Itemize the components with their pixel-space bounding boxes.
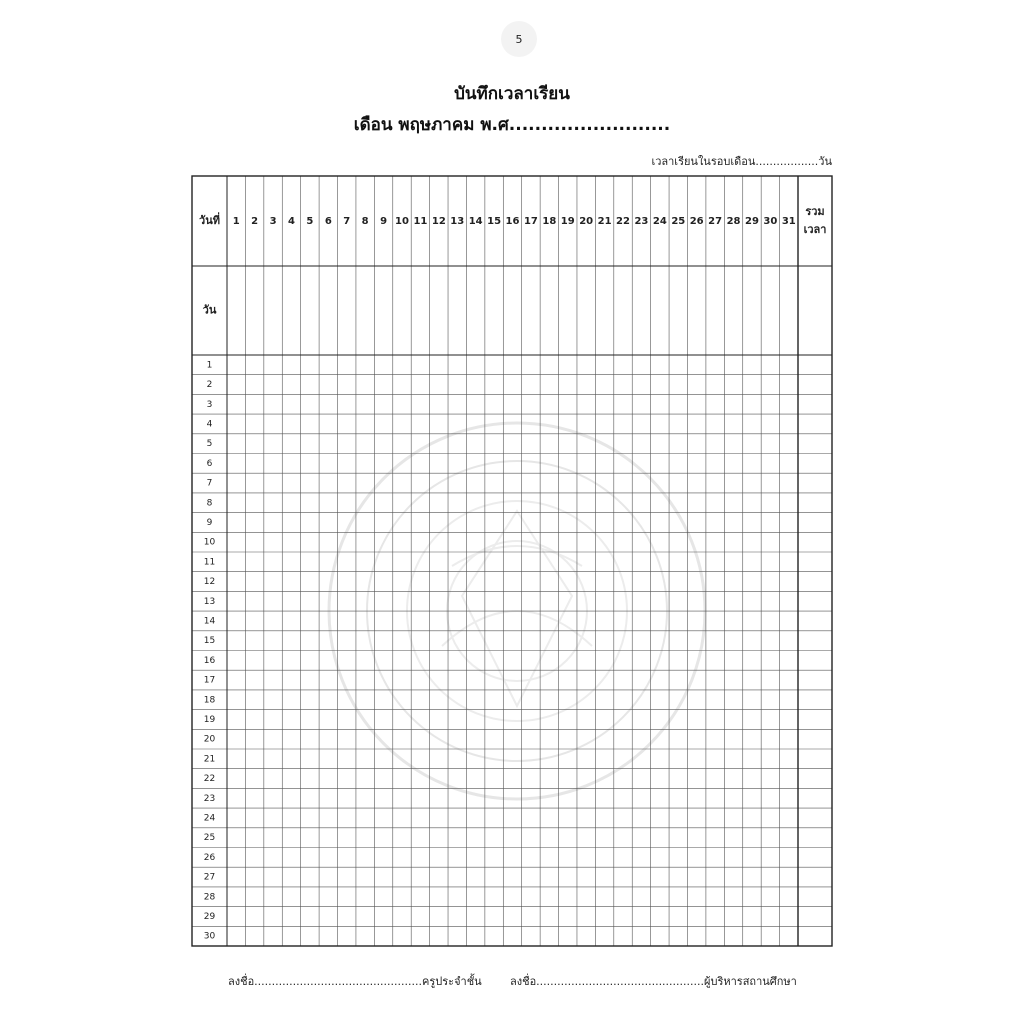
teacher-signature-line: ลงชื่อ................................................ครูประจำชั้น (228, 975, 482, 988)
row-number: 14 (203, 616, 216, 627)
row-number: 12 (203, 577, 216, 588)
corner-header: วันที่ (199, 214, 220, 227)
day-column-header: 22 (616, 216, 630, 227)
row-number: 9 (206, 517, 213, 528)
row-number: 15 (203, 636, 216, 647)
row-number: 8 (206, 498, 213, 509)
row-number: 4 (206, 419, 213, 430)
page-title: บันทึกเวลาเรียน (454, 84, 570, 104)
day-column-header: 23 (634, 216, 649, 227)
day-column-header: 25 (671, 216, 686, 227)
name-row-label: วัน (202, 303, 217, 317)
row-number: 20 (203, 734, 216, 745)
total-header-line2: เวลา (803, 223, 827, 236)
row-number: 1 (206, 360, 213, 371)
day-column-header: 4 (287, 216, 295, 227)
month-days-label: เวลาเรียนในรอบเดือน..................วัน (651, 155, 832, 168)
total-header-line1: รวม (805, 205, 825, 218)
day-column-header: 7 (343, 216, 351, 227)
row-number: 24 (203, 813, 216, 824)
day-column-header: 3 (269, 216, 277, 227)
row-number: 5 (206, 439, 213, 450)
day-column-header: 19 (560, 216, 575, 227)
row-number: 23 (203, 793, 216, 804)
row-number: 10 (203, 537, 216, 548)
day-column-header: 9 (380, 216, 388, 227)
day-column-header: 24 (652, 216, 667, 227)
row-number: 7 (206, 478, 213, 489)
row-number: 2 (206, 380, 213, 391)
day-column-header: 20 (579, 216, 594, 227)
day-column-header: 28 (726, 216, 741, 227)
row-number: 6 (206, 458, 213, 469)
day-column-header: 30 (763, 216, 778, 227)
row-number: 3 (206, 399, 213, 410)
row-number: 13 (203, 596, 216, 607)
page-number: 5 (501, 21, 537, 57)
day-column-header: 6 (324, 216, 332, 227)
table-frame (192, 176, 832, 946)
row-number: 30 (203, 931, 216, 942)
day-column-header: 11 (413, 216, 428, 227)
day-column-header: 21 (597, 216, 612, 227)
row-number: 28 (203, 892, 216, 903)
row-number: 26 (203, 852, 216, 863)
day-column-header: 27 (708, 216, 723, 227)
day-column-header: 14 (468, 216, 483, 227)
day-column-header: 18 (542, 216, 557, 227)
row-number: 11 (203, 557, 216, 568)
day-column-header: 5 (306, 216, 314, 227)
day-column-header: 13 (450, 216, 465, 227)
day-column-header: 2 (251, 216, 259, 227)
row-number: 18 (203, 695, 216, 706)
row-number: 22 (203, 774, 216, 785)
row-number: 21 (203, 754, 216, 765)
day-column-header: 16 (505, 216, 520, 227)
day-column-header: 10 (395, 216, 409, 227)
row-number: 29 (203, 911, 216, 922)
day-column-header: 15 (487, 216, 502, 227)
day-column-header: 12 (431, 216, 446, 227)
day-column-header: 17 (523, 216, 538, 227)
row-number: 25 (203, 833, 216, 844)
page-subtitle: เดือน พฤษภาคม พ.ศ......................... (353, 115, 671, 135)
day-column-header: 31 (781, 216, 796, 227)
day-column-header: 1 (232, 216, 240, 227)
day-column-header: 26 (689, 216, 704, 227)
row-number: 16 (203, 655, 216, 666)
day-column-header: 8 (361, 216, 369, 227)
row-number: 27 (203, 872, 216, 883)
row-number: 19 (203, 714, 216, 725)
principal-signature-line: ลงชื่อ................................................ผู้บริหารสถานศึกษา (510, 975, 797, 988)
day-column-header: 29 (744, 216, 759, 227)
row-number: 17 (203, 675, 216, 686)
